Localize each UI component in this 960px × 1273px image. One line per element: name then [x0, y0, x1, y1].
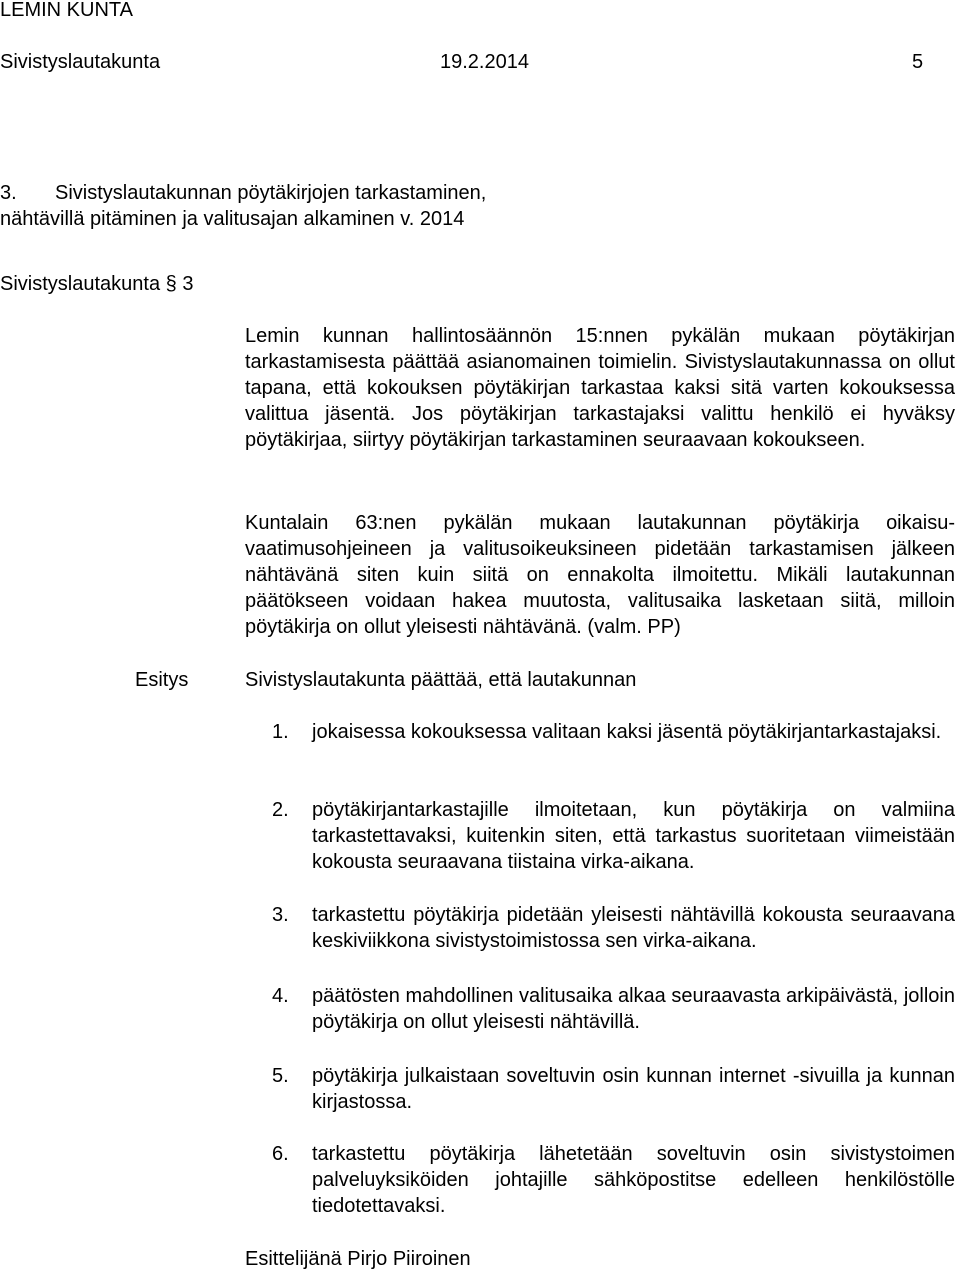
list-item-number: 3.: [272, 904, 289, 926]
municipality-name: LEMIN KUNTA: [0, 0, 133, 21]
list-item-text: pöytäkirjantarkastajille ilmoitetaan, kun pöytäkirja on valmiina tarkastettavaksi, kuitenkin siten, että tarkastus suoritetaan viimeistään kokousta seuraavana tiistaina virka-aikana.: [312, 799, 955, 873]
section-reference: Sivistyslautakunta § 3: [0, 273, 194, 295]
paragraph-inspection-practice: Lemin kunnan hallintosäännön 15:nnen pykälän mukaan pöytäkirjan tarkastamisesta päättää asianomainen toimielin. Sivistyslautakunnassa on ollut tapana, että kokouksen pöytäkirjan tarkastaa kaksi sitä varten kokouksessa valittua jäsentä. Jos pöytäkirjan tarkastajaksi valittu henkilö ei hyväksy pöytäkirjaa, siirtyy pöytäkirjan tarkastaminen seuraavaan kokoukseen.: [245, 325, 955, 451]
committee-name: Sivistyslautakunta: [0, 51, 161, 73]
list-item-text: tarkastettu pöytäkirja lähetetään soveltuvin osin sivistystoimen palveluyksiköiden johtajille sähköpostitse edelleen henkilöstölle tiedotettavaksi.: [312, 1143, 955, 1217]
proposal-label: Esitys: [135, 669, 189, 691]
list-item-text: pöytäkirja julkaistaan soveltuvin osin kunnan internet -sivuilla ja kunnan kirjastossa.: [312, 1065, 955, 1113]
list-item-text: päätösten mahdollinen valitusaika alkaa seuraavasta arkipäivästä, jolloin pöytäkirja on ollut yleisesti nähtävillä.: [312, 985, 955, 1033]
paragraph-municipal-law: Kuntalain 63:nen pykälän mukaan lautakunnan pöytäkirja oikaisuvaatimusohjeineen ja valitusoikeuksineen pidetään tarkastamisen jälkeen nähtävänä siten kuin siitä on ennakolta ilmoitettu. Mikäli lautakunnan päätökseen voidaan hakea muutosta, valitusaika lasketaan siitä, milloin pöytäkirja on ollut yleisesti nähtävänä. (valm. PP): [245, 512, 955, 638]
section-title-line2: nähtävillä pitäminen ja valitusajan alkaminen v. 2014: [0, 208, 465, 230]
section-title-line1: Sivistyslautakunnan pöytäkirjojen tarkastaminen,: [55, 182, 487, 204]
presenter-line: Esittelijänä Pirjo Piiroinen: [245, 1248, 471, 1270]
list-item-number: 1.: [272, 721, 289, 743]
section-number: 3.: [0, 182, 17, 204]
list-item-number: 5.: [272, 1065, 289, 1087]
list-item-text: jokaisessa kokouksessa valitaan kaksi jäsentä pöytäkirjantarkastajaksi.: [312, 721, 942, 743]
page-number: 5: [912, 51, 924, 73]
proposal-lead: Sivistyslautakunta päättää, että lautakunnan: [245, 669, 637, 691]
list-item-text: tarkastettu pöytäkirja pidetään yleisesti nähtävillä kokousta seuraavana keskiviikkona sivistystoimistossa sen virka-aikana.: [312, 904, 955, 952]
list-item-number: 4.: [272, 985, 289, 1007]
list-item-number: 2.: [272, 799, 289, 821]
list-item-number: 6.: [272, 1143, 289, 1165]
meeting-date: 19.2.2014: [440, 51, 529, 73]
